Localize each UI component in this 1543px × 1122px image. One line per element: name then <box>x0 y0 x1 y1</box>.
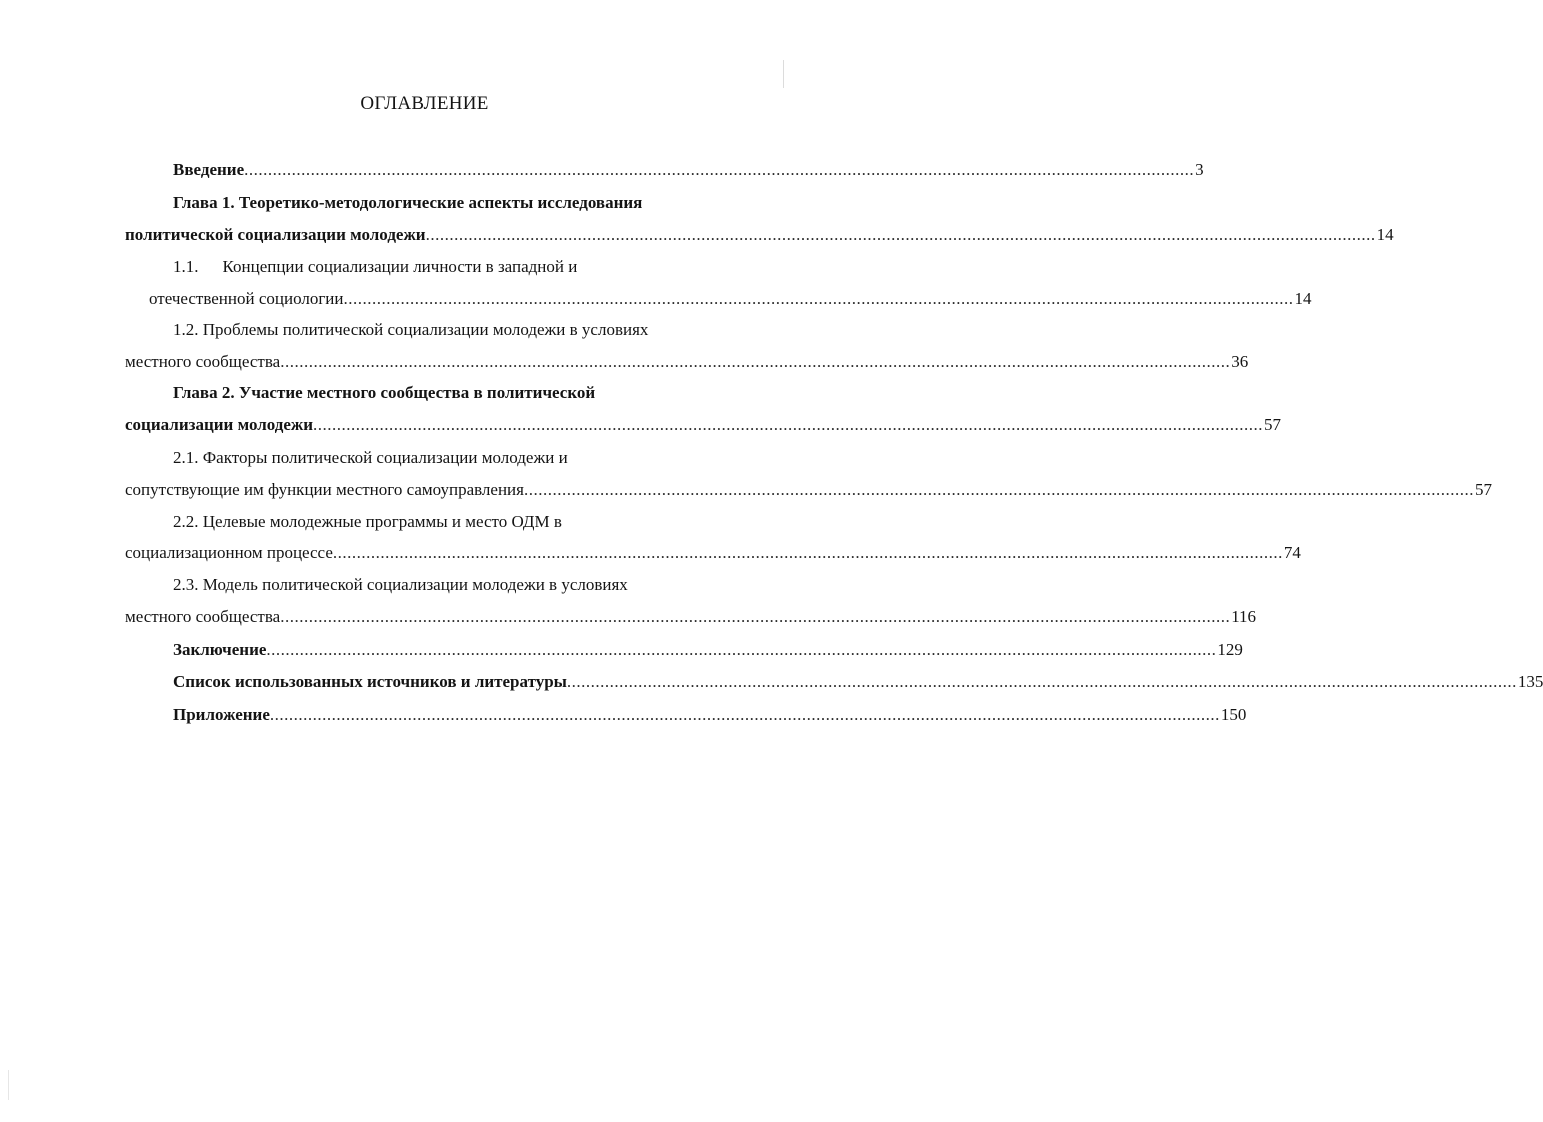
toc-section-2-2-line2: социализационном процессе <box>125 543 333 562</box>
toc-section-2-1-page: 57 <box>1474 480 1492 499</box>
toc-intro-label: Введение <box>173 160 245 179</box>
toc-chapter1-line2: политической социализации молодежи <box>125 225 426 244</box>
toc-chapter2-line1: Глава 2. Участие местного сообщества в политической <box>173 383 596 402</box>
toc-chapter2-page: 57 <box>1264 415 1282 434</box>
toc-leader: ........................................................................................................................................................................................................ <box>332 543 1283 562</box>
toc-leader: ........................................................................................................................................................................................................ <box>313 415 1264 434</box>
toc-leader: ........................................................................................................................................................................................................ <box>266 640 1217 659</box>
toc-appendix-page: 150 <box>1220 705 1247 724</box>
toc-section-2-3-line2: местного сообщества <box>125 607 281 626</box>
toc-section-1-2-line2: местного сообщества <box>125 352 281 371</box>
toc-section-2-3-line1: 2.3. Модель политической социализации молодежи в условиях <box>173 575 628 594</box>
toc-section-1-1-line1 <box>173 257 577 277</box>
toc-section-1-1-number: 1.1. <box>173 257 199 276</box>
toc-section-2-2-page: 74 <box>1283 543 1301 562</box>
toc-leader: ........................................................................................................................................................................................................ <box>523 480 1474 499</box>
toc-entry-section-1-2 <box>125 352 1249 372</box>
toc-section-1-2-line1: 1.2. Проблемы политической социализации молодежи в условиях <box>173 320 649 339</box>
toc-entry-section-2-3 <box>125 607 1257 627</box>
toc-entry-section-2-1 <box>125 480 1492 500</box>
toc-leader: ........................................................................................................................................................................................................ <box>280 352 1231 371</box>
toc-section-2-2-line1: 2.2. Целевые молодежные программы и место ОДМ в <box>173 512 562 531</box>
toc-entry-intro <box>173 160 1204 180</box>
toc-leader: ........................................................................................................................................................................................................ <box>566 672 1517 691</box>
toc-section-1-2-page: 36 <box>1231 352 1249 371</box>
toc-entry-section-1-1 <box>149 289 1312 309</box>
toc-section-1-1-title: Концепции социализации личности в западной и <box>222 257 578 276</box>
toc-entry-conclusion <box>173 640 1243 660</box>
toc-section-1-1-line2: отечественной социологии <box>149 289 344 308</box>
toc-chapter2-line2: социализации молодежи <box>125 415 314 434</box>
toc-entry-chapter1 <box>125 225 1394 245</box>
toc-leader: ........................................................................................................................................................................................................ <box>425 225 1376 244</box>
toc-entry-chapter2 <box>125 415 1282 435</box>
toc-sources-page: 135 <box>1517 672 1543 691</box>
toc-leader: ........................................................................................................................................................................................................ <box>343 289 1294 308</box>
toc-sources-label: Список использованных источников и литературы <box>173 672 567 691</box>
toc-appendix-label: Приложение <box>173 705 270 724</box>
toc-chapter1-line1: Глава 1. Теоретико-методологические аспекты исследования <box>173 193 643 212</box>
scan-artifact <box>783 60 784 88</box>
toc-section-2-1-line2: сопутствующие им функции местного самоуправления <box>125 480 524 499</box>
scan-artifact <box>8 1070 9 1100</box>
toc-conclusion-label: Заключение <box>173 640 267 659</box>
page-title: ОГЛАВЛЕНИЕ <box>360 93 489 114</box>
toc-chapter1-page: 14 <box>1376 225 1394 244</box>
toc-leader: ........................................................................................................................................................................................................ <box>244 160 1195 179</box>
toc-conclusion-page: 129 <box>1217 640 1243 659</box>
toc-section-1-1-page: 14 <box>1294 289 1312 308</box>
toc-section-2-1-line1: 2.1. Факторы политической социализации молодежи и <box>173 448 568 467</box>
toc-entry-sources <box>173 672 1543 692</box>
toc-leader: ........................................................................................................................................................................................................ <box>280 607 1231 626</box>
toc-leader: ........................................................................................................................................................................................................ <box>269 705 1220 724</box>
toc-entry-section-2-2 <box>125 543 1301 563</box>
toc-intro-page: 3 <box>1195 160 1204 179</box>
toc-entry-appendix <box>173 705 1247 725</box>
toc-section-2-3-page: 116 <box>1231 607 1257 626</box>
